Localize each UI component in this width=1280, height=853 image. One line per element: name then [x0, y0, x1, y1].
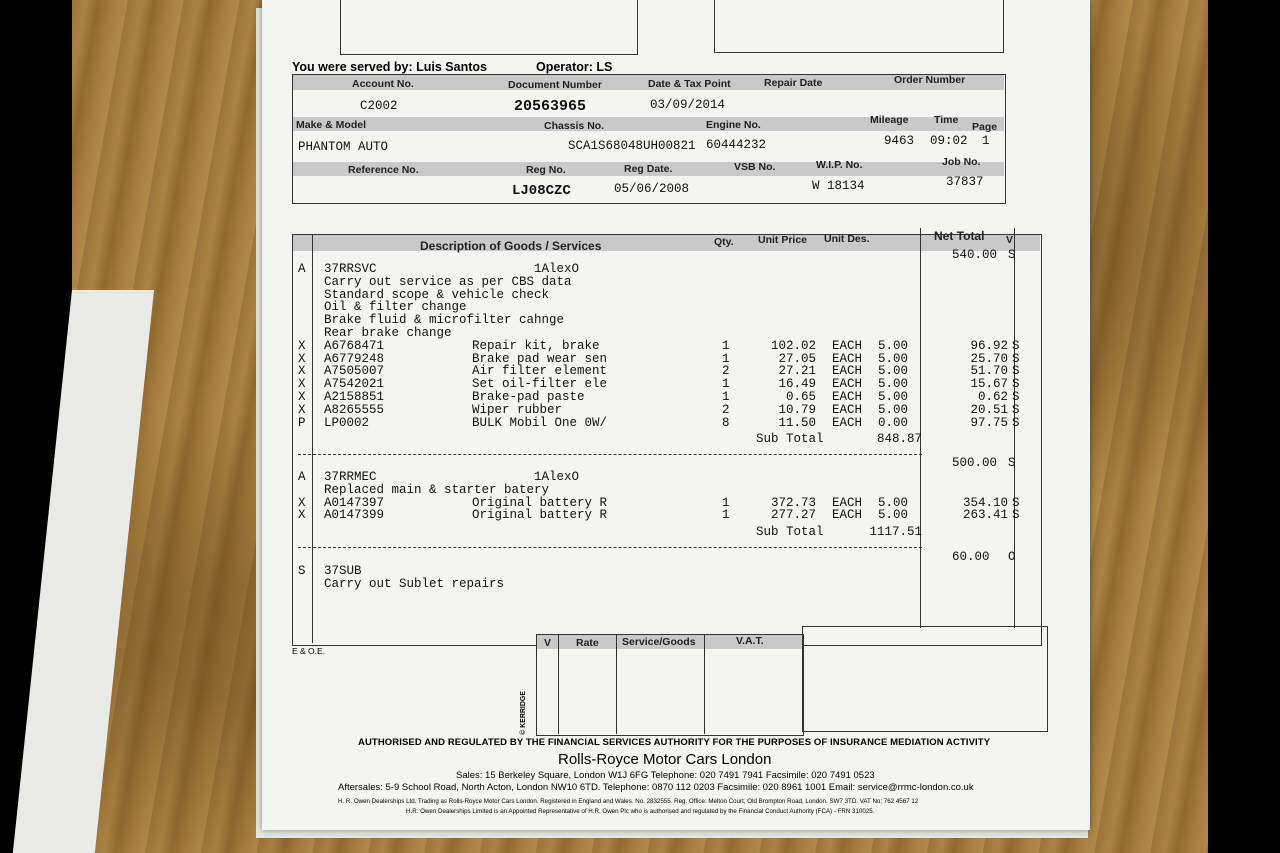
- item-vat: S: [1012, 495, 1020, 510]
- item-price: 11.50: [778, 415, 816, 430]
- item-unit-des: 5.00: [878, 364, 909, 379]
- value-page: 1: [982, 134, 990, 148]
- footer-sales: Sales: 15 Berkeley Square, London W1J 6FG Telephone: 020 7491 7941 Facsimile: 020 7491 0523: [456, 770, 875, 781]
- footer-company: Rolls-Royce Motor Cars London: [558, 751, 772, 768]
- item-vat: S: [1012, 402, 1020, 417]
- item-price: 0.65: [785, 390, 816, 404]
- item-part: A2158851: [324, 390, 385, 404]
- footer-legal-1: H. R. Owen Dealerships Ltd. Trading as Rolls-Royce Motor Cars London. Registered in England and Wales. No. 2832555. Reg. Office: Melton Court, Old Brompton Road, London. SW7 3TD. VAT No: 762 4567 12: [338, 798, 919, 805]
- item-qty: 1: [722, 351, 730, 366]
- label-chassis: Chassis No.: [544, 120, 605, 132]
- item-price: 27.05: [778, 351, 816, 366]
- vat-table: [536, 634, 804, 736]
- item-net: 15.67: [970, 377, 1008, 392]
- value-make: PHANTOM AUTO: [298, 140, 389, 154]
- eoe-label: E & O.E.: [292, 646, 326, 656]
- item-qty: 2: [722, 402, 730, 417]
- item-unit-des: 5.00: [878, 351, 909, 366]
- item-unit-des: 5.00: [878, 508, 909, 523]
- item-unit: EACH: [832, 351, 863, 366]
- section-tech: 1AlexO: [534, 470, 580, 484]
- item-price: 16.49: [778, 377, 816, 392]
- item-marker: X: [298, 495, 306, 510]
- item-vat: S: [1012, 377, 1020, 392]
- section-job: 37RRMEC: [324, 470, 377, 484]
- item-part: A8265555: [324, 402, 385, 417]
- value-reg-date: 05/06/2008: [614, 182, 690, 196]
- item-net: 20.51: [970, 402, 1008, 417]
- item-qty: 1: [722, 377, 730, 392]
- item-unit: EACH: [832, 338, 863, 353]
- totals-box: [802, 626, 1048, 732]
- item-qty: 2: [722, 364, 730, 379]
- th-v: V: [1006, 234, 1014, 246]
- item-net: 354.10: [962, 495, 1008, 510]
- label-wip: W.I.P. No.: [816, 159, 863, 171]
- item-marker: X: [298, 338, 306, 353]
- item-unit: EACH: [832, 390, 863, 404]
- section-note: Oil & filter change: [324, 300, 467, 315]
- section-note: Carry out Sublet repairs: [324, 576, 505, 591]
- value-engine: 60444232: [706, 138, 767, 152]
- item-part: A7542021: [324, 377, 385, 392]
- item-qty: 1: [722, 495, 730, 510]
- vat-th-service-goods: Service/Goods: [622, 636, 696, 648]
- vat-th-vat: V.A.T.: [736, 635, 764, 647]
- item-price: 277.27: [770, 508, 816, 523]
- item-unit-des: 5.00: [878, 390, 909, 404]
- item-qty: 8: [722, 415, 730, 430]
- label-repair-date: Repair Date: [764, 77, 823, 89]
- item-part: LP0002: [324, 415, 370, 430]
- item-unit-des: 0.00: [878, 415, 909, 430]
- item-part: A6779248: [324, 351, 385, 366]
- item-part: A6768471: [324, 338, 385, 353]
- item-marker: X: [298, 377, 306, 392]
- section-job: 37SUB: [324, 564, 362, 578]
- section-note: Replaced main & starter batery: [324, 482, 550, 497]
- section-vat: O: [1008, 550, 1016, 564]
- item-desc: Air filter element: [472, 364, 608, 379]
- operator: Operator: LS: [536, 60, 613, 74]
- value-job: 37837: [946, 175, 984, 189]
- th-unit-price: Unit Price: [758, 234, 808, 246]
- value-wip: W 18134: [812, 179, 865, 193]
- item-part: A7505007: [324, 364, 385, 379]
- item-desc: Original battery R: [472, 495, 608, 510]
- value-date-tax: 03/09/2014: [650, 98, 726, 112]
- item-vat: S: [1012, 364, 1020, 379]
- label-reg-no: Reg No.: [526, 164, 566, 176]
- items-header-bar: [293, 235, 1040, 251]
- footer-legal-2: H.R. Owen Dealerships Limited is an Appointed Representative of H.R. Owen Plc who is authorised and regulated by the Financial Conduct Authority (FCA) - FRN 310025.: [406, 808, 875, 815]
- top-remnant-box-left: [340, 0, 638, 55]
- item-qty: 1: [722, 508, 730, 523]
- item-unit: EACH: [832, 364, 863, 379]
- value-account: C2002: [360, 99, 398, 113]
- th-net-total: Net Total: [934, 229, 985, 243]
- item-net: 263.41: [962, 508, 1008, 523]
- subtotal-value: 848.87: [876, 432, 922, 447]
- item-desc: Original battery R: [472, 508, 608, 523]
- item-unit: EACH: [832, 495, 863, 510]
- vat-th-v: V: [544, 637, 552, 649]
- label-account: Account No.: [352, 78, 414, 90]
- value-mileage: 9463: [884, 134, 915, 148]
- item-desc: Set oil-filter ele: [472, 377, 608, 392]
- item-unit: EACH: [832, 415, 863, 430]
- label-time: Time: [934, 114, 959, 126]
- item-vat: S: [1012, 508, 1020, 523]
- label-page: Page: [972, 121, 998, 133]
- item-marker: X: [298, 508, 306, 523]
- section-note: Carry out service as per CBS data: [324, 274, 572, 289]
- th-description: Description of Goods / Services: [420, 239, 602, 253]
- subtotal-label: Sub Total: [756, 525, 824, 540]
- item-unit: EACH: [832, 377, 863, 392]
- item-qty: 1: [722, 390, 730, 404]
- item-desc: Repair kit, brake: [472, 338, 600, 353]
- section-code: A: [298, 470, 306, 484]
- vat-th-rate: Rate: [576, 637, 599, 649]
- label-mileage: Mileage: [870, 114, 909, 126]
- section-net: 500.00: [952, 456, 998, 470]
- item-unit-des: 5.00: [878, 377, 909, 392]
- item-part: A0147397: [324, 495, 385, 510]
- label-make: Make & Model: [296, 119, 367, 131]
- footer-authorised: AUTHORISED AND REGULATED BY THE FINANCIAL SERVICES AUTHORITY FOR THE PURPOSES OF INSURANCE MEDIATION ACTIVITY: [358, 737, 991, 748]
- value-document: 20563965: [514, 98, 587, 115]
- section-divider: [298, 547, 922, 548]
- item-unit: EACH: [832, 508, 863, 523]
- section-code: A: [298, 262, 306, 276]
- item-vat: S: [1012, 351, 1020, 366]
- subtotal-label: Sub Total: [756, 432, 824, 447]
- item-part: A0147399: [324, 508, 385, 523]
- item-net: 96.92: [970, 338, 1008, 353]
- item-vat: S: [1012, 415, 1020, 430]
- item-net: 25.70: [970, 351, 1008, 366]
- item-price: 27.21: [778, 364, 816, 379]
- section-vat: S: [1008, 456, 1016, 470]
- section-tech: 1AlexO: [534, 262, 580, 276]
- label-date-tax: Date & Tax Point: [648, 78, 731, 90]
- item-unit: EACH: [832, 402, 863, 417]
- label-reg-date: Reg Date.: [624, 163, 673, 175]
- item-unit-des: 5.00: [878, 495, 909, 510]
- footer-aftersales: Aftersales: 5-9 School Road, North Acton, London NW10 6TD. Telephone: 0870 112 0203 Facsimile: 020 8961 1001 Email: service@rrmc-london.co.uk: [338, 782, 974, 793]
- item-marker: X: [298, 364, 306, 379]
- served-by: You were served by: Luis Santos: [292, 60, 487, 74]
- section-divider: [298, 454, 922, 455]
- section-note: Standard scope & vehicle check: [324, 287, 550, 302]
- section-vat: S: [1008, 248, 1016, 262]
- section-note: Rear brake change: [324, 326, 452, 340]
- label-reference: Reference No.: [348, 164, 419, 176]
- item-marker: P: [298, 415, 306, 430]
- section-net: 540.00: [952, 248, 998, 262]
- top-remnant-box-right: [714, 0, 1004, 53]
- section-code: S: [298, 564, 306, 578]
- subtotal-value: 1117.51: [869, 525, 922, 540]
- item-qty: 1: [722, 338, 730, 353]
- item-desc: Wiper rubber: [472, 402, 563, 417]
- invoice-paper: [262, 0, 1090, 830]
- label-engine: Engine No.: [706, 119, 761, 131]
- item-unit-des: 5.00: [878, 402, 909, 417]
- value-reg-no: LJ08CZC: [512, 183, 571, 199]
- th-qty: Qty.: [714, 236, 734, 248]
- item-desc: Brake pad wear sen: [472, 351, 608, 366]
- label-order: Order Number: [894, 74, 966, 86]
- label-job: Job No.: [942, 156, 981, 168]
- item-unit-des: 5.00: [878, 338, 909, 353]
- section-note: Brake fluid & microfilter cahnge: [324, 313, 565, 328]
- section-net: 60.00: [952, 550, 990, 564]
- label-document: Document Number: [508, 79, 602, 91]
- item-desc: Brake-pad paste: [472, 390, 585, 404]
- item-marker: X: [298, 351, 306, 366]
- item-desc: BULK Mobil One 0W/: [472, 415, 608, 430]
- kerridge-mark: © KERRIDGE: [520, 690, 527, 735]
- item-marker: X: [298, 402, 306, 417]
- item-net: 0.62: [977, 390, 1008, 404]
- item-net: 97.75: [970, 415, 1008, 430]
- item-vat: S: [1012, 390, 1020, 404]
- item-price: 102.02: [770, 338, 816, 353]
- item-net: 51.70: [970, 364, 1008, 379]
- value-time: 09:02: [930, 134, 968, 148]
- item-marker: X: [298, 390, 306, 404]
- item-vat: S: [1012, 338, 1020, 353]
- th-unit-des: Unit Des.: [824, 233, 870, 245]
- label-vsb: VSB No.: [734, 161, 776, 173]
- item-price: 372.73: [770, 495, 816, 510]
- item-price: 10.79: [778, 402, 816, 417]
- value-chassis: SCA1S68048UH00821: [568, 139, 696, 153]
- section-job: 37RRSVC: [324, 262, 377, 276]
